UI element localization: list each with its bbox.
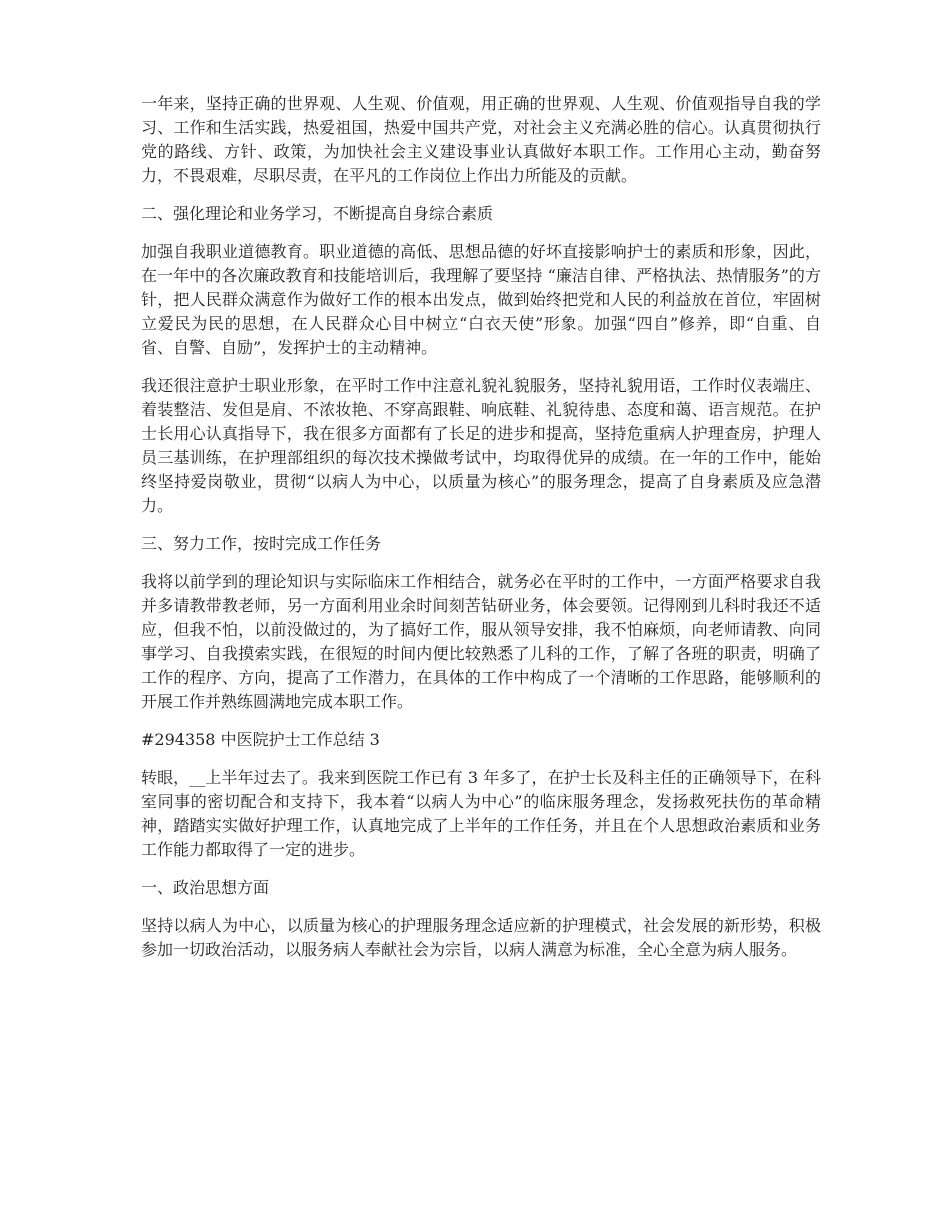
- paragraph-practice: 我将以前学到的理论知识与实际临床工作相结合，就务必在平时的工作中，一方面严格要求自我并多请教带教老师，另一方面利用业余时间刻苦钻研业务，体会要领。记得刚到儿科时我还不适应，但我不怕，以前没做过的，为了搞好工作，服从领导安排，我不怕麻烦，向老师请教、向同事学习、自我摸索实践，在很短的时间内便比较熟悉了儿科的工作，了解了各班的职责，明确了工作的程序、方向，提高了工作潜力，在具体的工作中构成了一个清晰的工作思路，能够顺利的开展工作并熟练圆满地完成本职工作。: [141, 572, 821, 711]
- paragraph-ethics: 加强自我职业道德教育。职业道德的高低、思想品德的好坏直接影响护士的素质和形象，因此，在一年中的各次廉政教育和技能培训后，我理解了要坚持 “廉洁自律、严格执法、热情服务”的方针，把人民群众满意作为做好工作的根本出发点，做到始终把党和人民的利益放在首位，牢固树立爱民为民的思想，在人民群众心目中树立“白衣天使”形象。加强“四自”修养，即“自重、自省、自警、自励”，发挥护士的主动精神。: [141, 242, 821, 357]
- paragraph-intro: 一年来，坚持正确的世界观、人生观、价值观，用正确的世界观、人生观、价值观指导自我的学习、工作和生活实践，热爱祖国，热爱中国共产党，对社会主义充满必胜的信心。认真贯彻执行党的路线、方针、政策，为加快社会主义建设事业认真做好本职工作。工作用心主动，勤奋努力，不畏艰难，尽职尽责，在平凡的工作岗位上作出力所能及的贡献。: [141, 94, 821, 185]
- paragraph-image: 我还很注意护士职业形象，在平时工作中注意礼貌礼貌服务，坚持礼貌用语，工作时仪表端庄、着装整洁、发但是肩、不浓妆艳、不穿高跟鞋、响底鞋、礼貌待患、态度和蔼、语言规范。在护士长用心认真指导下，我在很多方面都有了长足的进步和提高，坚持危重病人护理查房，护理人员三基训练，在护理部组织的每次技术操做考试中，均取得优异的成绩。在一年的工作中，能始终坚持爱岗敬业，贯彻“以病人为中心，以质量为核心”的服务理念，提高了自身素质及应急潜力。: [141, 376, 821, 515]
- document-title: #294358 中医院护士工作总结 3: [141, 730, 380, 749]
- section-heading-politics: 一、政治思想方面: [141, 878, 270, 897]
- section-heading-work: 三、努力工作，按时完成工作任务: [141, 534, 382, 553]
- section-heading-study: 二、强化理论和业务学习，不断提高自身综合素质: [141, 204, 494, 223]
- document-body: [141, 92, 821, 976]
- paragraph-halfyear: 转眼，__上半年过去了。我来到医院工作已有 3 年多了，在护士长及科主任的正确领导下，在科室同事的密切配合和支持下，我本着“以病人为中心”的临床服务理念，发扬救死扶伤的革命精神，踏踏实实做好护理工作，认真地完成了上半年的工作任务，并且在个人思想政治素质和业务工作能力都取得了一定的进步。: [141, 768, 821, 859]
- paragraph-service: 坚持以病人为中心，以质量为核心的护理服务理念适应新的护理模式，社会发展的新形势，积极参加一切政治活动，以服务病人奉献社会为宗旨，以病人满意为标准，全心全意为病人服务。: [141, 916, 821, 959]
